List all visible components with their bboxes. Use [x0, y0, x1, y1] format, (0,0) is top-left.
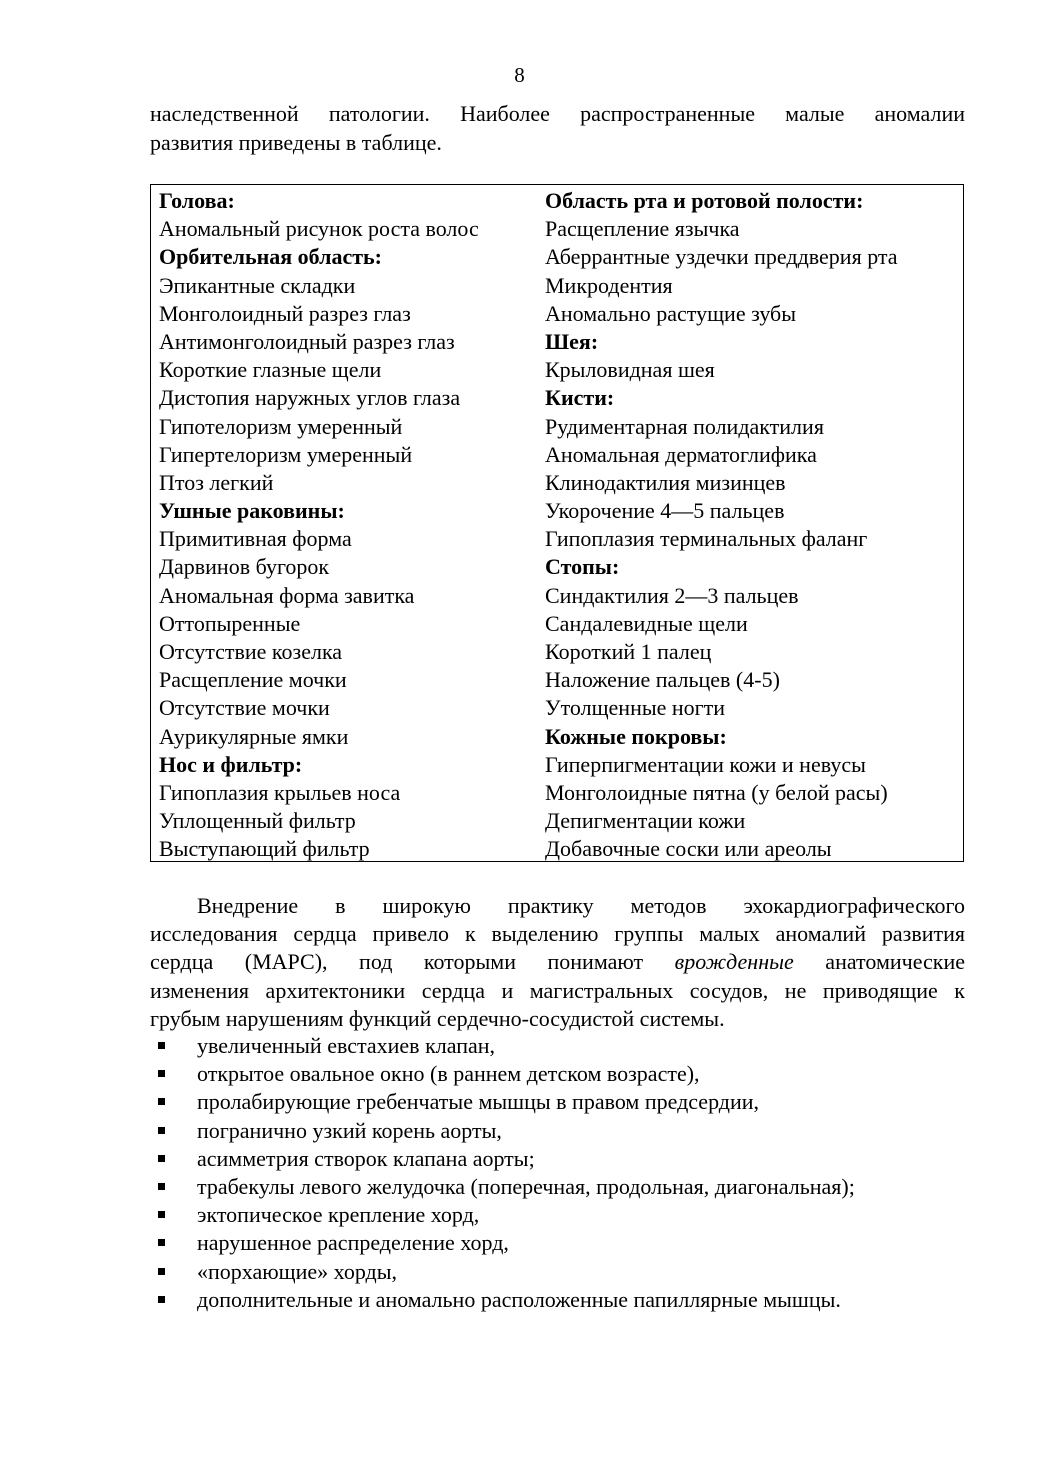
- bullet-square-icon: [158, 1268, 165, 1275]
- table-cell: Гипоплазия крыльев носа: [159, 779, 401, 805]
- table-section-heading: Кисти:: [545, 385, 615, 411]
- list-item-text: асимметрия створок клапана аорты;: [197, 1145, 535, 1171]
- italic-term: врожденные: [674, 949, 794, 975]
- table-cell: Наложение пальцев (4-5): [545, 667, 780, 693]
- body-paragraph: [150, 892, 965, 1033]
- table-cell: Добавочные соски или ареолы: [545, 836, 832, 862]
- list-item: [150, 1032, 965, 1060]
- table-cell: Монголоидный разрез глаз: [159, 300, 411, 326]
- list-item: [150, 1229, 965, 1257]
- bullet-square-icon: [158, 1211, 165, 1218]
- table-section-heading: Орбительная область:: [159, 244, 382, 270]
- list-item: [150, 1060, 965, 1088]
- table-cell: Синдактилия 2—3 пальцев: [545, 582, 799, 608]
- bullet-square-icon: [158, 1155, 165, 1162]
- page-number: 8: [514, 63, 525, 87]
- table-cell: Выступающий фильтр: [159, 836, 370, 862]
- list-item-text: нарушенное распределение хорд,: [197, 1230, 509, 1256]
- intro-line: наследственной патологии. Наиболее распространенные малые аномалии: [150, 101, 965, 126]
- table-cell: Аурикулярные ямки: [159, 723, 349, 749]
- table-left-column: [159, 187, 479, 864]
- table-cell: Гиперпигментации кожи и невусы: [545, 751, 866, 777]
- list-item-text: открытое овальное окно (в раннем детском возрасте),: [197, 1061, 700, 1087]
- bullet-square-icon: [158, 1042, 165, 1049]
- intro-paragraph: [150, 100, 965, 157]
- table-cell: Короткий 1 палец: [545, 639, 712, 664]
- table-section-heading: Нос и фильтр:: [159, 751, 303, 777]
- table-cell: Гипоплазия терминальных фаланг: [545, 526, 868, 552]
- table-cell: Оттопыренные: [159, 610, 301, 636]
- list-item-text: эктопическое крепление хорд,: [197, 1202, 480, 1228]
- list-item: [150, 1286, 965, 1314]
- table-section-heading: Область рта и ротовой полости:: [545, 188, 864, 213]
- table-cell: Антимонголоидный разрез глаз: [159, 328, 455, 354]
- table-cell: Птоз легкий: [159, 469, 274, 495]
- table-cell: Дистопия наружных углов глаза: [159, 385, 461, 411]
- table-cell: Аномальный рисунок роста волос: [159, 216, 479, 242]
- table-cell: Отсутствие мочки: [159, 695, 330, 721]
- list-item-text: пролабирующие гребенчатые мышцы в правом предсердии,: [197, 1089, 760, 1115]
- list-item: [150, 1088, 965, 1116]
- table-cell: Укорочение 4—5 пальцев: [545, 498, 785, 524]
- bullet-square-icon: [158, 1098, 165, 1105]
- table-cell: Дарвинов бугорок: [159, 554, 330, 580]
- paragraph-line: грубым нарушениям функций сердечно-сосудистой системы.: [150, 1005, 725, 1031]
- table-section-heading: Кожные покровы:: [545, 723, 727, 749]
- table-cell: Уплощенный фильтр: [159, 808, 356, 834]
- table-cell: Сандалевидные щели: [545, 610, 748, 636]
- table-cell: Гипертелоризм умеренный: [159, 441, 413, 467]
- table-cell: Аномальная форма завитка: [159, 582, 415, 608]
- list-item-text: увеличенный евстахиев клапан,: [197, 1033, 496, 1058]
- bullet-square-icon: [158, 1239, 165, 1246]
- bullet-square-icon: [158, 1183, 165, 1190]
- table-cell: Микродентия: [545, 272, 673, 298]
- anomalies-table: [150, 184, 964, 862]
- table-cell: Гипотелоризм умеренный: [159, 413, 403, 439]
- table-cell: Аномальная дерматоглифика: [545, 441, 817, 467]
- table-cell: Эпикантные складки: [159, 272, 356, 298]
- table-cell: Короткие глазные щели: [159, 357, 382, 383]
- intro-line: развития приведены в таблице.: [150, 129, 442, 155]
- table-cell: Крыловидная шея: [545, 357, 715, 383]
- table-cell: Клинодактилия мизинцев: [545, 469, 786, 495]
- table-cell: Аберрантные уздечки преддверия рта: [545, 244, 898, 270]
- bullet-square-icon: [158, 1296, 165, 1303]
- table-cell: Монголоидные пятна (у белой расы): [545, 779, 888, 805]
- list-item-text: «порхающие» хорды,: [197, 1258, 398, 1284]
- table-section-heading: Шея:: [545, 328, 599, 354]
- table-cell: Примитивная форма: [159, 526, 352, 552]
- bullet-square-icon: [158, 1070, 165, 1077]
- table-section-heading: Голова:: [159, 188, 235, 213]
- paragraph-line: исследования сердца привело к выделению группы малых аномалий развития: [150, 921, 965, 947]
- table-cell: Аномально растущие зубы: [545, 300, 797, 326]
- table-cell: Отсутствие козелка: [159, 639, 343, 664]
- table-section-heading: Ушные раковины:: [159, 498, 345, 524]
- paragraph-text: анатомические: [793, 949, 966, 975]
- paragraph-line: [150, 948, 965, 976]
- list-item: [150, 1173, 965, 1201]
- list-item-text: дополнительные и аномально расположенные папиллярные мышцы.: [197, 1286, 841, 1312]
- table-section-heading: Стопы:: [545, 554, 620, 580]
- table-cell: Расщепление язычка: [545, 216, 740, 242]
- table-cell: Расщепление мочки: [159, 667, 347, 693]
- table-cell: Депигментации кожи: [545, 808, 746, 834]
- paragraph-text: сердца (МАРС), под которыми понимают: [150, 949, 675, 975]
- table-cell: Утолщенные ногти: [545, 695, 726, 721]
- list-item-text: погранично узкий корень аорты,: [197, 1117, 502, 1143]
- table-cell: Рудиментарная полидактилия: [545, 413, 824, 439]
- paragraph-line: изменения архитектоники сердца и магистральных сосудов, не приводящие к: [150, 977, 965, 1003]
- list-item: [150, 1117, 965, 1145]
- bullet-list: [150, 1032, 965, 1314]
- list-item: [150, 1201, 965, 1229]
- list-item-text: трабекулы левого желудочка (поперечная, продольная, диагональная);: [197, 1173, 855, 1199]
- paragraph-line: Внедрение в широкую практику методов эхокардиографического: [197, 893, 965, 918]
- list-item: [150, 1258, 965, 1286]
- list-item: [150, 1145, 965, 1173]
- bullet-square-icon: [158, 1127, 165, 1134]
- table-right-column: [545, 187, 898, 864]
